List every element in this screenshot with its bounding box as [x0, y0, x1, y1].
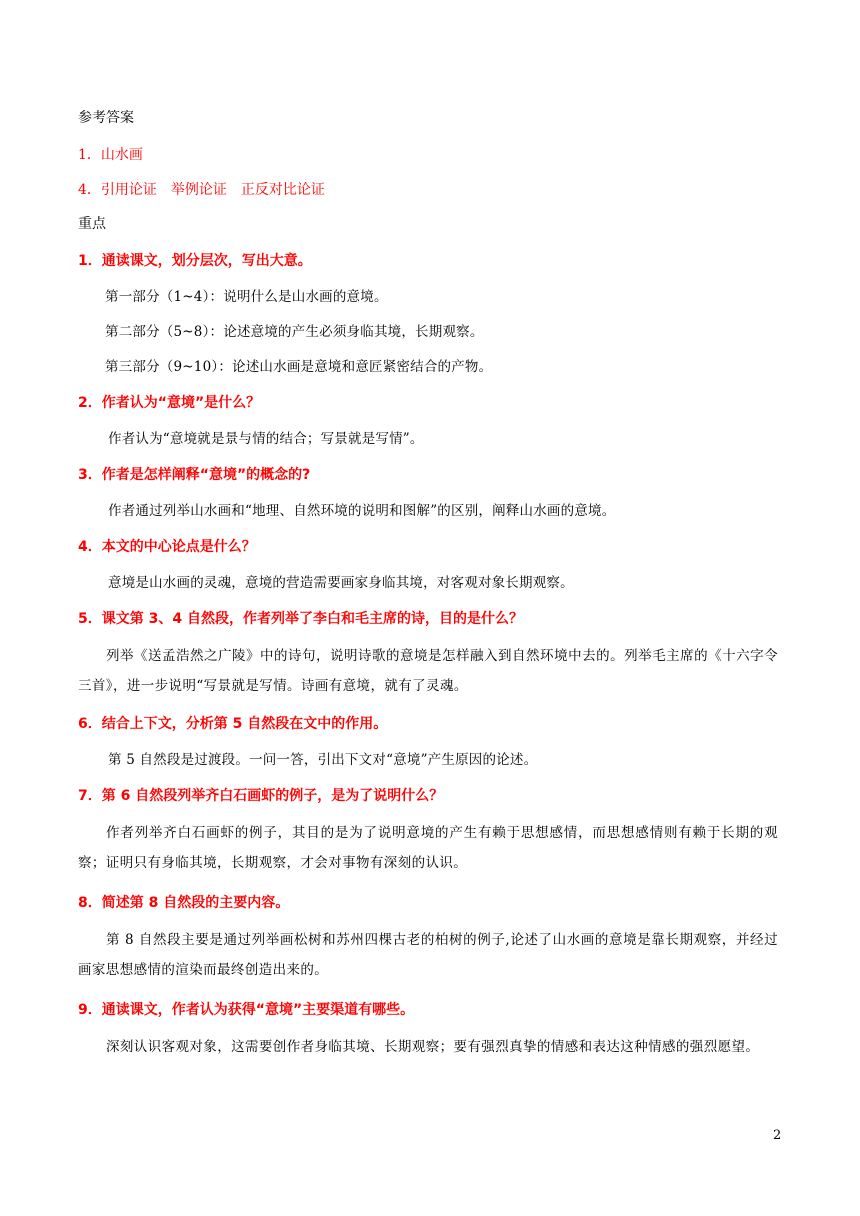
answer-9: 深刻认识客观对象，这需要创作者身临其境、长期观察；要有强烈真挚的情感和表达这种情感的强烈愿望。	[106, 1039, 760, 1055]
question-8: 8．简述第 8 自然段的主要内容。	[78, 895, 290, 911]
answer-6: 第 5 自然段是过渡段。一问一答，引出下文对“意境”产生原因的论述。	[108, 752, 538, 768]
answer-1-part-2: 第二部分（5~8）：论述意境的产生必须身临其境，长期观察。	[105, 324, 484, 340]
key-points-heading: 重点	[78, 216, 106, 232]
answer-3: 作者通过列举山水画和“地理、自然环境的说明和图解”的区别，阐释山水画的意境。	[108, 503, 616, 519]
question-7: 7．第 6 自然段列举齐白石画虾的例子，是为了说明什么？	[78, 788, 444, 804]
reference-answer-heading: 参考答案	[78, 110, 134, 126]
question-9: 9．通读课文，作者认为获得“意境”主要渠道有哪些。	[78, 1002, 415, 1018]
answer-1: 1．山水画	[78, 147, 143, 163]
answer-4: 4．引用论证 举例论证 正反对比论证	[78, 182, 325, 198]
answer-4-detail: 意境是山水画的灵魂，意境的营造需要画家身临其境，对客观对象长期观察。	[108, 575, 574, 591]
answer-1-part-1: 第一部分（1~4）：说明什么是山水画的意境。	[105, 289, 388, 305]
question-1: 1．通读课文，划分层次，写出大意。	[78, 253, 312, 269]
page-number: 2	[773, 1128, 782, 1143]
question-4: 4．本文的中心论点是什么？	[78, 539, 256, 555]
question-6: 6．结合上下文，分析第 5 自然段在文中的作用。	[78, 716, 388, 732]
question-2: 2．作者认为“意境”是什么？	[78, 395, 261, 411]
answer-1-part-3: 第三部分（9~10）：论述山水画是意境和意匠紧密结合的产物。	[105, 359, 493, 375]
answer-2: 作者认为“意境就是景与情的结合；写景就是写情”。	[108, 431, 424, 447]
question-5: 5．课文第 3、4 自然段，作者列举了李白和毛主席的诗，目的是什么？	[78, 611, 523, 627]
answer-7: 作者列举齐白石画虾的例子，其目的是为了说明意境的产生有赖于思想感情，而思想感情则有赖于长期的观察；证明只有身临其境，长期观察，才会对事物有深刻的认识。	[78, 825, 778, 871]
answer-8: 第 8 自然段主要是通过列举画松树和苏州四棵古老的柏树的例子,论述了山水画的意境是靠长期观察，并经过画家思想感情的渲染而最终创造出来的。	[78, 932, 778, 978]
answer-5: 列举《送孟浩然之广陵》中的诗句，说明诗歌的意境是怎样融入到自然环境中去的。列举毛主席的《十六字令三首》，进一步说明“写景就是写情。诗画有意境，就有了灵魂。	[78, 648, 778, 694]
question-3: 3．作者是怎样阐释“意境”的概念的?	[78, 467, 311, 483]
